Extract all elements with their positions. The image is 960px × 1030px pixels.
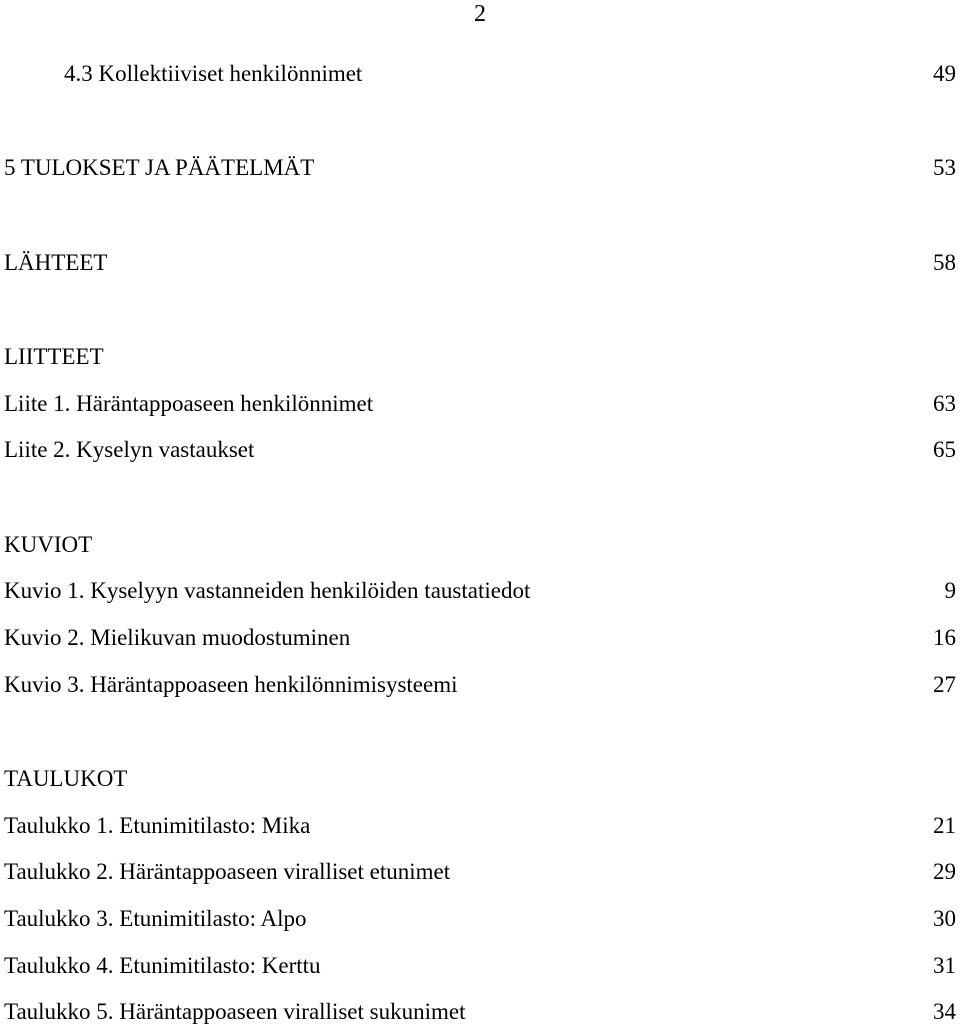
toc-entry-4-3 bbox=[4, 59, 956, 89]
section-heading: TAULUKOT bbox=[4, 766, 128, 791]
toc-entry-page: 29 bbox=[933, 859, 956, 884]
table-entry-4 bbox=[4, 951, 956, 981]
toc-entry-page: 34 bbox=[933, 999, 956, 1024]
toc-entry-page: 49 bbox=[933, 61, 956, 86]
toc-entry-text: LÄHTEET bbox=[4, 250, 108, 275]
toc-entry-page: 58 bbox=[933, 250, 956, 275]
table-entry-2 bbox=[4, 857, 956, 887]
figure-entry-1 bbox=[4, 576, 956, 606]
toc-entry-text: Kuvio 2. Mielikuvan muodostuminen bbox=[4, 625, 351, 650]
toc-entry-page: 16 bbox=[933, 625, 956, 650]
tables-heading bbox=[4, 764, 956, 794]
table-entry-3 bbox=[4, 904, 956, 934]
toc-entry-text: 4.3 Kollektiiviset henkilönnimet bbox=[64, 61, 363, 86]
appendix-entry-2 bbox=[4, 435, 956, 465]
figure-entry-2 bbox=[4, 623, 956, 653]
section-heading: LIITTEET bbox=[4, 344, 104, 369]
appendices-heading bbox=[4, 342, 956, 372]
toc-entry-page: 30 bbox=[933, 906, 956, 931]
toc-entry-text: Kuvio 3. Häräntappoaseen henkilönnimisysteemi bbox=[4, 672, 458, 697]
toc-entry-page: 9 bbox=[944, 578, 956, 603]
toc-entry-page: 31 bbox=[933, 953, 956, 978]
toc-entry-text: Taulukko 4. Etunimitilasto: Kerttu bbox=[4, 953, 321, 978]
page-number: 2 bbox=[474, 1, 486, 27]
section-heading: KUVIOT bbox=[4, 532, 93, 557]
toc-entry-text: Liite 2. Kyselyn vastaukset bbox=[4, 437, 255, 462]
toc-entry-text: Taulukko 5. Häräntappoaseen viralliset sukunimet bbox=[4, 999, 466, 1024]
toc-entry-page: 65 bbox=[933, 437, 956, 462]
figures-heading bbox=[4, 530, 956, 560]
table-entry-5 bbox=[4, 997, 956, 1027]
toc-entry-page: 21 bbox=[933, 813, 956, 838]
toc-entry-page: 63 bbox=[933, 391, 956, 416]
table-entry-1 bbox=[4, 811, 956, 841]
toc-entry-text: Kuvio 1. Kyselyyn vastanneiden henkilöiden taustatiedot bbox=[4, 578, 531, 603]
toc-entry-lahteet bbox=[4, 248, 956, 278]
toc-entry-text: 5 TULOKSET JA PÄÄTELMÄT bbox=[4, 155, 315, 180]
figure-entry-3 bbox=[4, 670, 956, 700]
toc-entry-text: Taulukko 3. Etunimitilasto: Alpo bbox=[4, 906, 307, 931]
toc-entry-text: Taulukko 2. Häräntappoaseen viralliset etunimet bbox=[4, 859, 451, 884]
appendix-entry-1 bbox=[4, 389, 956, 419]
toc-entry-text: Taulukko 1. Etunimitilasto: Mika bbox=[4, 813, 311, 838]
toc-entry-page: 27 bbox=[933, 672, 956, 697]
toc-entry-5 bbox=[4, 153, 956, 183]
toc-entry-page: 53 bbox=[933, 155, 956, 180]
toc-entry-text: Liite 1. Häräntappoaseen henkilönnimet bbox=[4, 391, 374, 416]
